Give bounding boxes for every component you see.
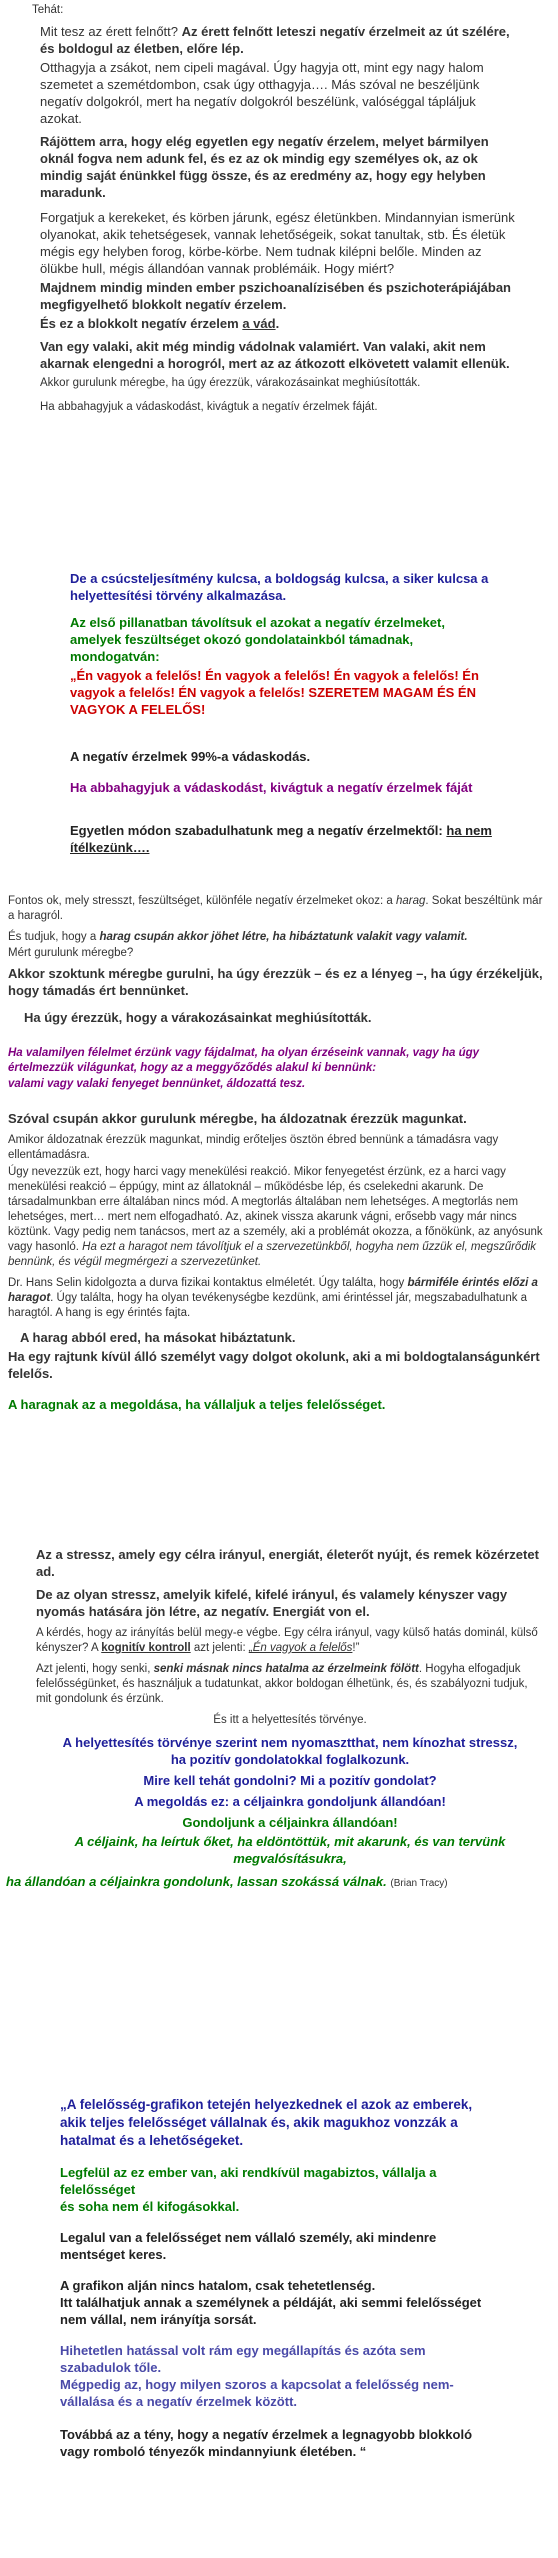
paragraph: A céljaink, ha leírtuk őket, ha eldöntöttük, mit akarunk, és van tervünk megvalósításukra, [74, 1834, 506, 1866]
paragraph: Egyetlen módon szabadulhatunk meg a negatív érzelmektől: ha nem ítélkezünk…. [70, 823, 492, 855]
section-stress [0, 1546, 558, 1891]
paragraph: Szóval csupán akkor gurulunk méregbe, ha áldozatnak érezzük magunkat. [8, 1111, 467, 1126]
paragraph: Hihetetlen hatással volt rám egy megállapítás és azóta sem szabadulok tőle. Mégpedig az, hogy milyen szoros a kapcsolat a felelősség nem-vállalása és a negatív érzelmek között. [60, 2343, 454, 2409]
paragraph: Ha valamilyen félelmet érzünk vagy fájdalmat, ha olyan érzéseink vannak, vagy ha úgy értelmezzük világunkat, hogy az a meggyőződés alakul ki bennünk: [8, 1047, 480, 1074]
paragraph: Ha abbahagyjuk a vádaskodást, kivágtuk a negatív érzelmek fáját. [40, 401, 378, 413]
section-mature-adult [0, 3, 558, 415]
paragraph: És tudjuk, hogy a harag csupán akkor jöhet létre, ha hibáztatunk valakit vagy valamit. [8, 931, 468, 943]
intro-label: Tehát: [32, 4, 64, 16]
paragraph: ha állandóan a céljainkra gondolunk, lassan szokássá válnak. (Brian Tracy) [6, 1874, 448, 1889]
paragraph: Akkor gurulunk méregbe, ha úgy érezzük, várakozásainkat meghiúsították. [40, 377, 421, 389]
paragraph: Rájöttem arra, hogy elég egyetlen egy negatív érzelem, melyet bármilyen oknál fogva nem adunk fel, és ez az ok mindig egy személyes ok, az ok mindig saját énünkkel függ össze, és az eredmény az, hogy egy helyben maradunk. [40, 134, 489, 200]
paragraph: A negatív érzelmek 99%-a vádaskodás. [70, 749, 311, 764]
paragraph: Legalul van a felelősséget nem vállaló személy, aki mindenre mentséget keres. [60, 2230, 437, 2262]
paragraph: Akkor szoktunk méregbe gurulni, ha úgy érezzük – és ez a lényeg –, ha úgy érzékeljük, hogy támadás ért bennünket. [8, 966, 543, 998]
paragraph: A megoldás ez: a céljainkra gondoljunk állandóan! [134, 1794, 446, 1809]
source-citation: (Brian Tracy) [390, 1878, 448, 1889]
paragraph: A grafikon alján nincs hatalom, csak tehetetlenség. Itt találhatjuk annak a személynek a példáját, aki semmi felelősséget nem vállal, nem irányítja sorsát. [60, 2278, 482, 2327]
paragraph: Azt jelenti, hogy senki, senki másnak nincs hatalma az érzelmeink fölött. Hogyha elfogadjuk felelősségünket, és használjuk a tudatunkat, akkor boldogan élhetünk, és, és szabályozni tudjuk, mit gondolunk és érzünk. [36, 1663, 528, 1705]
paragraph: Fontos ok, mely stresszt, feszültséget, különféle negatív érzelmeket okoz: a harag. Sokat beszéltünk már a haragról. [8, 895, 543, 922]
paragraph: A harag abból ered, ha másokat hibáztatunk. [20, 1330, 296, 1345]
paragraph: Az a stressz, amely egy célra irányul, energiát, életerőt nyújt, és remek közérzetet ad. [36, 1547, 539, 1579]
paragraph: Forgatjuk a kerekeket, és körben járunk, egész életünkben. Mindannyian ismerünk olyanokat, akik tehetségesek, vannak lehetőségeik, sokat tanultak, stb. És életük mégis egy helyben forog, körbe-körbe. Nem tudnak kilépni belőle. Minden az ölükbe hull, mégis állandóan vannak problémáik. Hogy miért? [40, 210, 515, 276]
paragraph: Majdnem mindig minden ember pszichoanalízisében és pszichoterápiájában megfigyelhető blokkolt negatív érzelem. [40, 280, 512, 312]
paragraph: Továbbá az a tény, hogy a negatív érzelmek a legnagyobb blokkoló vagy romboló tényezők mindannyiunk életében. “ [60, 2427, 473, 2459]
paragraph: A kérdés, hogy az irányítás belül megy-e végbe. Egy célra irányul, vagy külső hatás dominál, külső kényszer? A kognitív kontroll azt jelenti: „Én vagyok a felelős!” [36, 1627, 538, 1654]
paragraph: „A felelősség-grafikon tetején helyezkednek el azok az emberek, akik teljes felelősséget vállalnak és, akik magukhoz vonzzák a hatalmat és a lehetőségeket. [60, 2097, 473, 2148]
paragraph: De a csúcsteljesítmény kulcsa, a boldogság kulcsa, a siker kulcsa a helyettesítési törvény alkalmazása. [70, 571, 489, 603]
paragraph: Dr. Hans Selin kidolgozta a durva fizikai kontaktus elméletét. Úgy találta, hogy bármiféle érintés előzi a haragot. Úgy találta, hogy ha olyan tevékenységbe kezdünk, ami érintéssel jár, megszabadulhatunk a haragtól. A hang is egy érintés fajta. [8, 1277, 538, 1319]
section-substitution-law [0, 570, 558, 856]
paragraph: Mért gurulunk méregbe? [8, 947, 134, 959]
paragraph: A helyettesítés törvénye szerint nem nyomasztthat, nem kínozhat stressz, ha pozitív gondolatokkal foglalkozunk. [62, 1735, 518, 1767]
paragraph: Az első pillanatban távolítsuk el azokat a negatív érzelmeket, amelyek feszültséget okozó gondolatainkból támadnak, mondogatván: [70, 615, 445, 664]
paragraph: És itt a helyettesítés törvénye. [213, 1714, 367, 1726]
affirmation: „Én vagyok a felelős! Én vagyok a felelős! Én vagyok a felelős! Én vagyok a felelős! ÉN vagyok a felelős! SZERETEM MAGAM ÉS ÉN VAGYOK A FELELŐS! [70, 668, 479, 717]
paragraph: A haragnak az a megoldása, ha vállaljuk a teljes felelősséget. [8, 1397, 386, 1412]
paragraph: Van egy valaki, akit még mindig vádolnak valamiért. Van valaki, akit nem akarnak elengedni a horogról, mert az az átkozott elkövetett valamit ellenük. [40, 339, 510, 371]
paragraph: Gondoljunk a céljainkra állandóan! [182, 1815, 398, 1830]
paragraph: Legfelül az ez ember van, aki rendkívül magabiztos, vállalja a felelősséget és soha nem él kifogásokkal. [60, 2165, 437, 2214]
paragraph: Mire kell tehát gondolni? Mi a pozitív gondolat? [143, 1773, 437, 1788]
paragraph: Mit tesz az érett felnőtt? Az érett felnőtt leteszi negatív érzelmeit az út szélére, és boldogul az életben, előre lép. [40, 24, 510, 56]
paragraph: És ez a blokkolt negatív érzelem a vád. [40, 316, 280, 331]
paragraph: valami vagy valaki fenyeget bennünket, áldozattá tesz. [8, 1078, 306, 1090]
paragraph: Ha abbahagyjuk a vádaskodást, kivágtuk a negatív érzelmek fáját [70, 780, 473, 795]
section-responsibility-graph [0, 2096, 558, 2460]
paragraph: Ha egy rajtunk kívül álló személyt vagy dolgot okolunk, aki a mi boldogtalanságunkért felelős. [8, 1349, 540, 1381]
paragraph: Úgy nevezzük ezt, hogy harci vagy menekülési reakció. Mikor fenyegetést érzünk, ez a harci vagy menekülési reakció – éppúgy, mint az állatoknál – működésbe lép, és cselekedni akarunk. De társadalmunkban erre általában nincs mód. A megtorlás általában nem lehetséges. A megtorlás nem lehetséges, mert… mert nem elfogadható. Az, akinek vissza akarunk vágni, erősebb vagy már nincs köztünk. Vagy pedig nem tanácsos, mert az a személy, aki a problémát okozza, a főnökünk, az anyósunk vagy hasonló. Ha ezt a haragot nem távolítjuk el a szervezetünkből, hogyha nem űzzük el, megszűrődik bennünk, és végül megmérgezi a szervezetünket. [8, 1166, 543, 1268]
paragraph: Amikor áldozatnak érezzük magunkat, mindig erőteljes ösztön ébred bennünk a támadásra vagy ellentámadásra. [8, 1134, 499, 1161]
paragraph: Otthagyja a zsákot, nem cipeli magával. Úgy hagyja ott, mint egy nagy halom szemetet a szemétdombon, csak úgy otthagyja…. Más szóval ne beszéljünk negatív dolgokról, mert ha negatív dolgokról beszélünk, valóséggal tápláljuk azokat. [40, 60, 484, 126]
section-anger [0, 894, 558, 1413]
paragraph: Ha úgy érezzük, hogy a várakozásainkat meghiúsították. [24, 1010, 372, 1025]
paragraph: De az olyan stressz, amelyik kifelé, kifelé irányul, és valamely kényszer vagy nyomás hatására jön létre, az negatív. Energiát von el. [36, 1587, 508, 1619]
